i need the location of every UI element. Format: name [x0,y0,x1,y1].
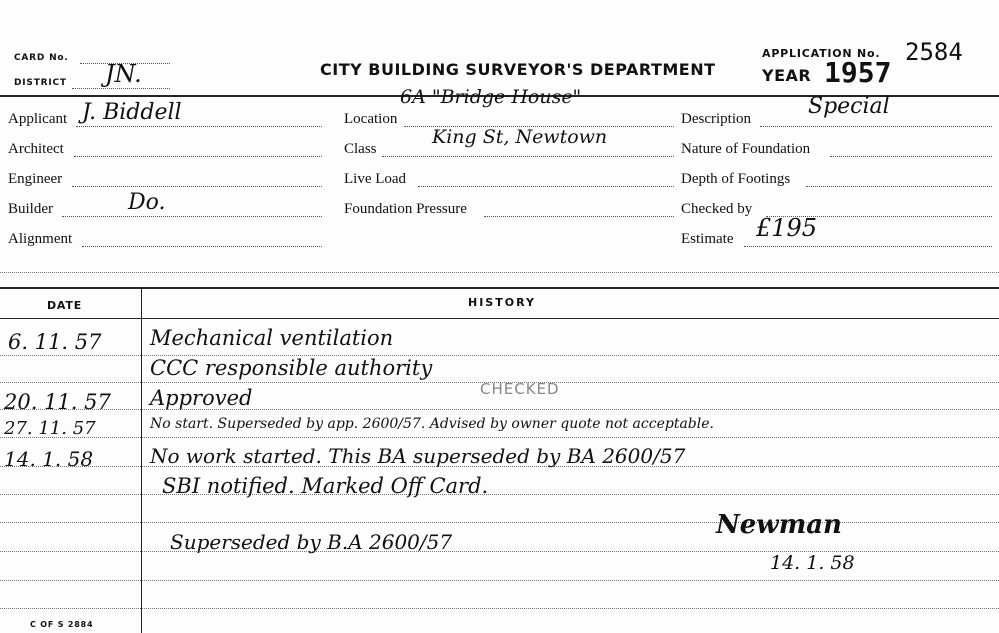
checked-label: Checked by [681,201,753,217]
location-value: 6A "Bridge House" [400,86,582,108]
history-row-text: Approved [150,386,253,410]
depth-label: Depth of Footings [681,171,791,187]
live-load-label: Live Load [344,171,407,187]
description-value: Special [808,94,890,119]
history-rule [0,608,999,609]
checked-stamp: CHECKED [480,380,560,398]
history-row-text: SBI notified. Marked Off Card. [162,474,489,498]
engineer-line [72,186,322,187]
live-load-line [418,186,674,187]
year-label: YEAR [762,66,812,85]
history-rule [0,494,999,495]
date-header: DATE [47,299,83,312]
description-label: Description [681,111,751,127]
form-code: C OF S 2884 [30,620,94,629]
estimate-label: Estimate [681,231,734,247]
card-no-label: CARD No. [14,53,69,63]
history-row-date: 27. 11. 57 [4,418,96,439]
district-line [72,88,170,89]
history-rule [0,522,999,523]
class-line [382,156,674,157]
application-label: APPLICATION No. [762,47,881,60]
architect-line [74,156,322,157]
history-row-date: 20. 11. 57 [4,390,111,414]
district-label: DISTRICT [14,78,67,88]
history-row-text: CCC responsible authority [150,356,433,380]
history-row-text: Superseded by B.A 2600/57 [170,530,453,554]
nature-line [830,156,992,157]
applicant-line [76,126,322,127]
history-row-text: No work started. This BA superseded by BA 2600/57 [150,444,686,468]
history-row-date: 14. 1. 58 [4,447,94,471]
description-line [760,126,992,127]
applicant-value: J. Biddell [82,100,182,125]
foundation-pressure-label: Foundation Pressure [344,201,467,217]
signature-date: 14. 1. 58 [770,552,855,574]
builder-line [62,216,322,217]
district-value: JN. [105,60,142,88]
form-dotted-line [0,272,999,273]
nature-label: Nature of Foundation [681,141,811,157]
location-label: Location [344,111,398,127]
estimate-value: £195 [756,214,818,242]
alignment-line [82,246,322,247]
history-divider [0,287,999,289]
engineer-label: Engineer [8,171,63,187]
foundation-pressure-line [484,216,674,217]
builder-value: Do. [128,190,166,215]
date-column-separator [141,289,142,633]
history-row-date: 6. 11. 57 [8,330,102,354]
history-rule [0,437,999,438]
year-value: 1957 [824,56,892,89]
applicant-label: Applicant [8,111,68,127]
application-number: 2584 [905,38,963,66]
location-value-2: King St, Newtown [432,126,608,148]
history-header: HISTORY [468,296,536,309]
signature: Newman [716,510,842,540]
department-title: CITY BUILDING SURVEYOR'S DEPARTMENT [320,60,716,79]
history-rule [0,580,999,581]
history-row-text: Mechanical ventilation [150,326,394,350]
class-label: Class [344,141,377,157]
estimate-line [744,246,992,247]
architect-label: Architect [8,141,64,157]
alignment-label: Alignment [8,231,73,247]
history-header-line [0,318,999,319]
builder-label: Builder [8,201,53,217]
history-row-text: No start. Superseded by app. 2600/57. Advised by owner quote not acceptable. [150,416,714,432]
depth-line [806,186,992,187]
